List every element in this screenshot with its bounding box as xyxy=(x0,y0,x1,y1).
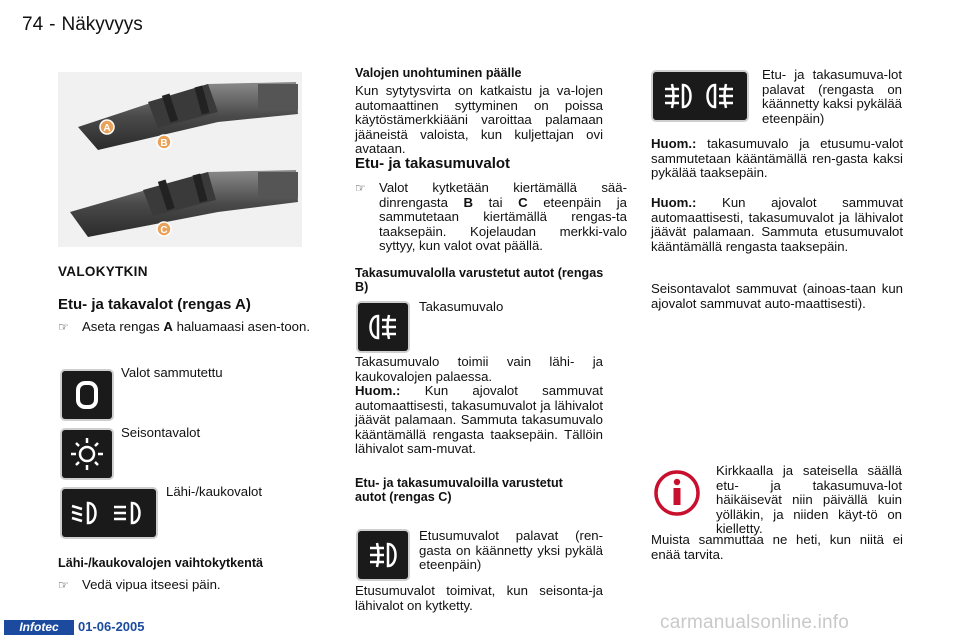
bullet-ring-a: ☞ Aseta rengas A haluamaasi asen-toon. xyxy=(58,319,310,334)
footer-date: 01-06-2005 xyxy=(78,619,145,634)
heading-fog-lights: Etu- ja takasumuvalot xyxy=(355,155,511,172)
low-high-beam-icon xyxy=(62,489,156,537)
info-text: Kirkkaalla ja sateisella säällä etu- ja takasumuva-lot häikäisevät niin päivällä kuin yölläkin, ja niiden käyt-tö on kielletty. xyxy=(716,463,902,537)
stalk-label-b: B xyxy=(160,138,168,149)
info-after-text: Muista sammuttaa ne heti, kun niitä ei enää tarvita. xyxy=(651,532,903,562)
rear-fog-text: Takasumuvalo toimii vain lähi- ja kaukovalojen palaessa. xyxy=(355,354,603,384)
front-fog-text: Etusumuvalot toimivat, kun seisonta-ja lähivalot on kytketty. xyxy=(355,583,603,613)
front-rear-fog-light-icon xyxy=(653,72,747,120)
stalk-label-a: A xyxy=(103,123,111,134)
page-header xyxy=(22,14,149,36)
heading-ring-c: Etu- ja takasumuvaloilla varustetut autot (rengas C) xyxy=(355,476,563,504)
heading-beam-switch: Lähi-/kaukovalojen vaihtokytkentä xyxy=(58,556,264,570)
parking-lights-text: Seisontavalot sammuvat (ainoas-taan kun ajovalot sammuvat auto-maattisesti). xyxy=(651,281,903,311)
watermark: carmanualsonline.info xyxy=(660,612,850,633)
front-fog-light-icon xyxy=(358,531,408,579)
label-front-rear-fog: Etu- ja takasumuva-lot palavat (rengasta on käännetty kaksi pykälää eteenpäin) xyxy=(762,67,903,126)
rear-fog-light-icon xyxy=(358,303,408,351)
stalk-lower xyxy=(70,170,298,237)
parking-light-icon xyxy=(62,430,112,478)
header-separator: - xyxy=(49,14,56,35)
stalk-illustration xyxy=(58,72,302,247)
label-front-fog: Etusumuvalot palavat (ren-gasta on käännetty yksi pykälä eteenpäin) xyxy=(419,528,603,573)
info-icon xyxy=(652,466,702,520)
infotec-logo: Infotec xyxy=(4,620,74,635)
label-parking-lights: Seisontavalot xyxy=(121,425,201,440)
heading-rear-fog: Takasumuvalolla varustetut autot (rengas B) xyxy=(355,266,604,294)
right-note-2: Huom.: Kun ajovalot sammuvat automaattisesti, takasumuvalot ja lähivalot jäävät palamaan. Sammuta etusumuvalot kääntämällä rengasta taaksepäin. xyxy=(651,195,903,254)
bullet-icon: ☞ xyxy=(58,578,69,592)
page-number: 74 xyxy=(22,14,44,35)
label-low-high-beam: Lähi-/kaukovalot xyxy=(166,484,263,499)
bullet-icon: ☞ xyxy=(58,320,69,334)
bullet-fog-lights: ☞ Valot kytketään kiertämällä sää-dinrengasta B tai C eteenpäin ja sammutetaan kiertämällä rengas-ta taaksepäin. Kojelaudan merkki-valo syttyy, kun valot ovat päällä. xyxy=(355,180,627,254)
label-rear-fog: Takasumuvalo xyxy=(419,299,504,314)
stalk-upper xyxy=(78,82,298,150)
section-heading-valokytkin: VALOKYTKIN xyxy=(58,264,148,279)
bullet-beam-switch: ☞ Vedä vipua itseesi päin. xyxy=(58,577,221,592)
rear-fog-note: Huom.: Kun ajovalot sammuvat automaattisesti, takasumuvalot ja lähivalot jäävät palamaan. Sammuta takasumuvalo kääntämällä rengasta taaksepäin. Tällöin lähivalot sam-muvat. xyxy=(355,383,603,457)
heading-forget-lights: Valojen unohtuminen päälle xyxy=(355,66,522,80)
forget-lights-text: Kun sytytysvirta on katkaistu ja va-lojen automaattinen syttyminen on poissa käytöstämerkkiääni varoittaa palamaan jääneistä valoista, kun kuljettajan ovi avataan. xyxy=(355,83,603,157)
page-title: Näkyvyys xyxy=(61,14,143,35)
lights-off-icon xyxy=(62,371,112,419)
stalk-label-c: C xyxy=(160,225,168,236)
heading-ring-a: Etu- ja takavalot (rengas A) xyxy=(58,296,251,313)
label-lights-off: Valot sammutettu xyxy=(121,365,223,380)
right-note-1: Huom.: takasumuvalo ja etusumu-valot sammutetaan kääntämällä ren-gasta kaksi pykälää taaksepäin. xyxy=(651,136,903,181)
bullet-icon: ☞ xyxy=(355,181,366,195)
